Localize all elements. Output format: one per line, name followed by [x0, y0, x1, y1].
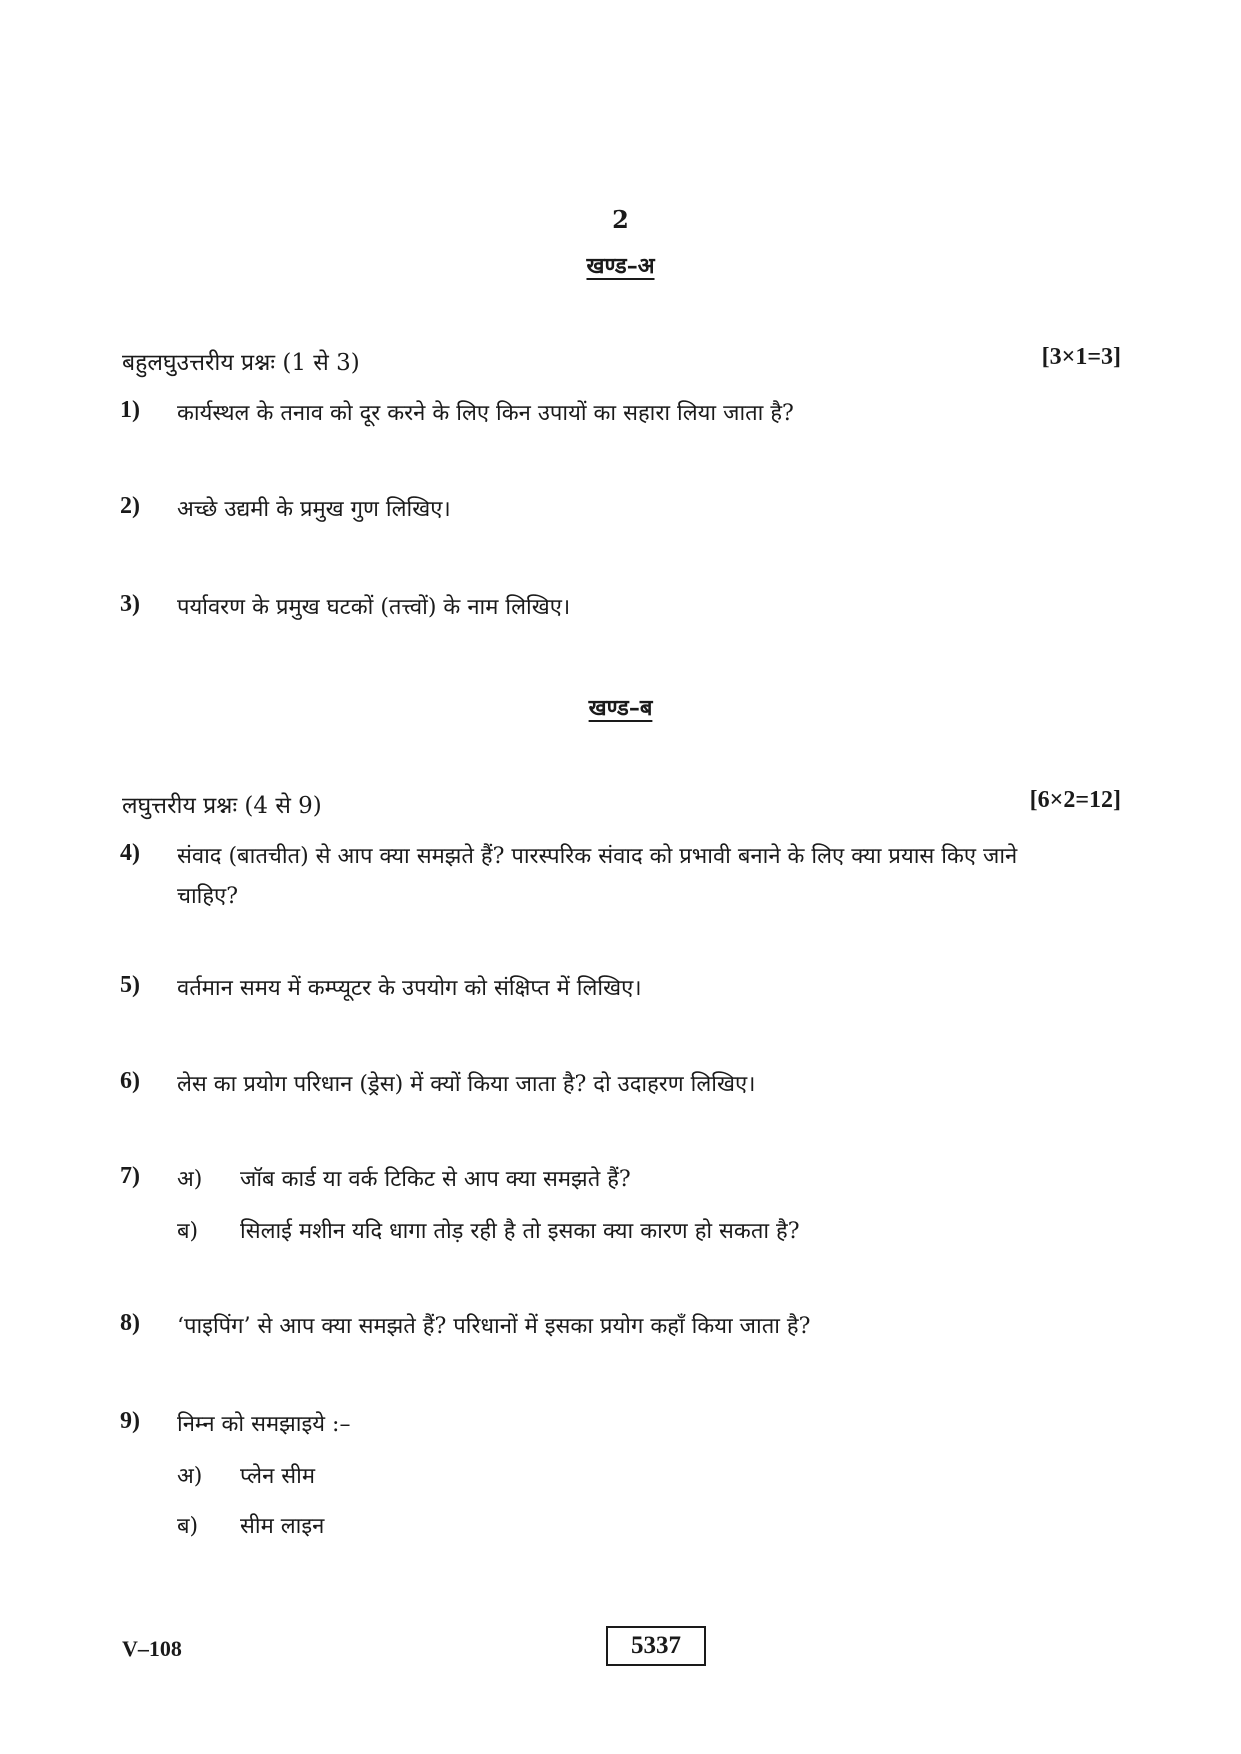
question-number: 2) [120, 493, 140, 519]
question-text: लेस का प्रयोग परिधान (ड्रेस) में क्यों किया जाता है? दो उदाहरण लिखिए। [177, 1072, 756, 1097]
sub-question-label: अ) [177, 1464, 203, 1489]
section-a-heading-text: खण्ड–अ [586, 253, 655, 279]
question-text: वर्तमान समय में कम्प्यूटर के उपयोग को संक्षिप्त में लिखिए। [177, 976, 642, 1001]
question-text: ‘पाइपिंग’ से आप क्या समझते हैं? परिधानों में इसका प्रयोग कहाँ किया जाता है? [177, 1314, 811, 1339]
question-number: 5) [120, 972, 140, 998]
footer-course-code: V–108 [122, 1636, 182, 1661]
page-number: 2 [612, 205, 629, 234]
question-text: अच्छे उद्यमी के प्रमुख गुण लिखिए। [177, 497, 451, 522]
sub-question-text: सिलाई मशीन यदि धागा तोड़ रही है तो इसका क्या कारण हो सकता है? [240, 1219, 800, 1244]
question-text: निम्न को समझाइये :– [177, 1412, 351, 1437]
question-number: 7) [120, 1163, 140, 1189]
question-number: 1) [120, 397, 140, 423]
sub-question-text: जॉब कार्ड या वर्क टिकिट से आप क्या समझते हैं? [240, 1167, 631, 1192]
sub-question-label: ब) [177, 1219, 199, 1244]
question-text: कार्यस्थल के तनाव को दूर करने के लिए किन उपायों का सहारा लिया जाता है? [177, 401, 794, 426]
question-text-line: चाहिए? [177, 884, 239, 909]
section-b-marks: [6×2=12] [1029, 787, 1121, 813]
sub-question-label: अ) [177, 1167, 203, 1192]
sub-question-text: प्लेन सीम [240, 1464, 316, 1489]
question-number: 4) [120, 840, 140, 866]
question-number: 8) [120, 1310, 140, 1336]
question-number: 9) [120, 1408, 140, 1434]
paper-number-box: 5337 [606, 1626, 706, 1666]
section-b-instruction: लघुत्तरीय प्रश्नः (4 से 9) [122, 793, 322, 819]
section-a-heading [0, 250, 1241, 280]
question-number: 6) [120, 1068, 140, 1094]
section-b-heading-text: खण्ड–ब [588, 695, 653, 721]
section-a-instruction: बहुलघुउत्तरीय प्रश्नः (1 से 3) [122, 350, 360, 376]
question-text: पर्यावरण के प्रमुख घटकों (तत्त्वों) के नाम लिखिए। [177, 595, 571, 620]
question-number: 3) [120, 591, 140, 617]
sub-question-label: ब) [177, 1514, 199, 1539]
section-b-heading [0, 692, 1241, 722]
question-text-line: संवाद (बातचीत) से आप क्या समझते हैं? पारस्परिक संवाद को प्रभावी बनाने के लिए क्या प्रयास किए जाने [177, 844, 1018, 869]
section-a-marks: [3×1=3] [1041, 344, 1121, 370]
sub-question-text: सीम लाइन [240, 1514, 325, 1539]
